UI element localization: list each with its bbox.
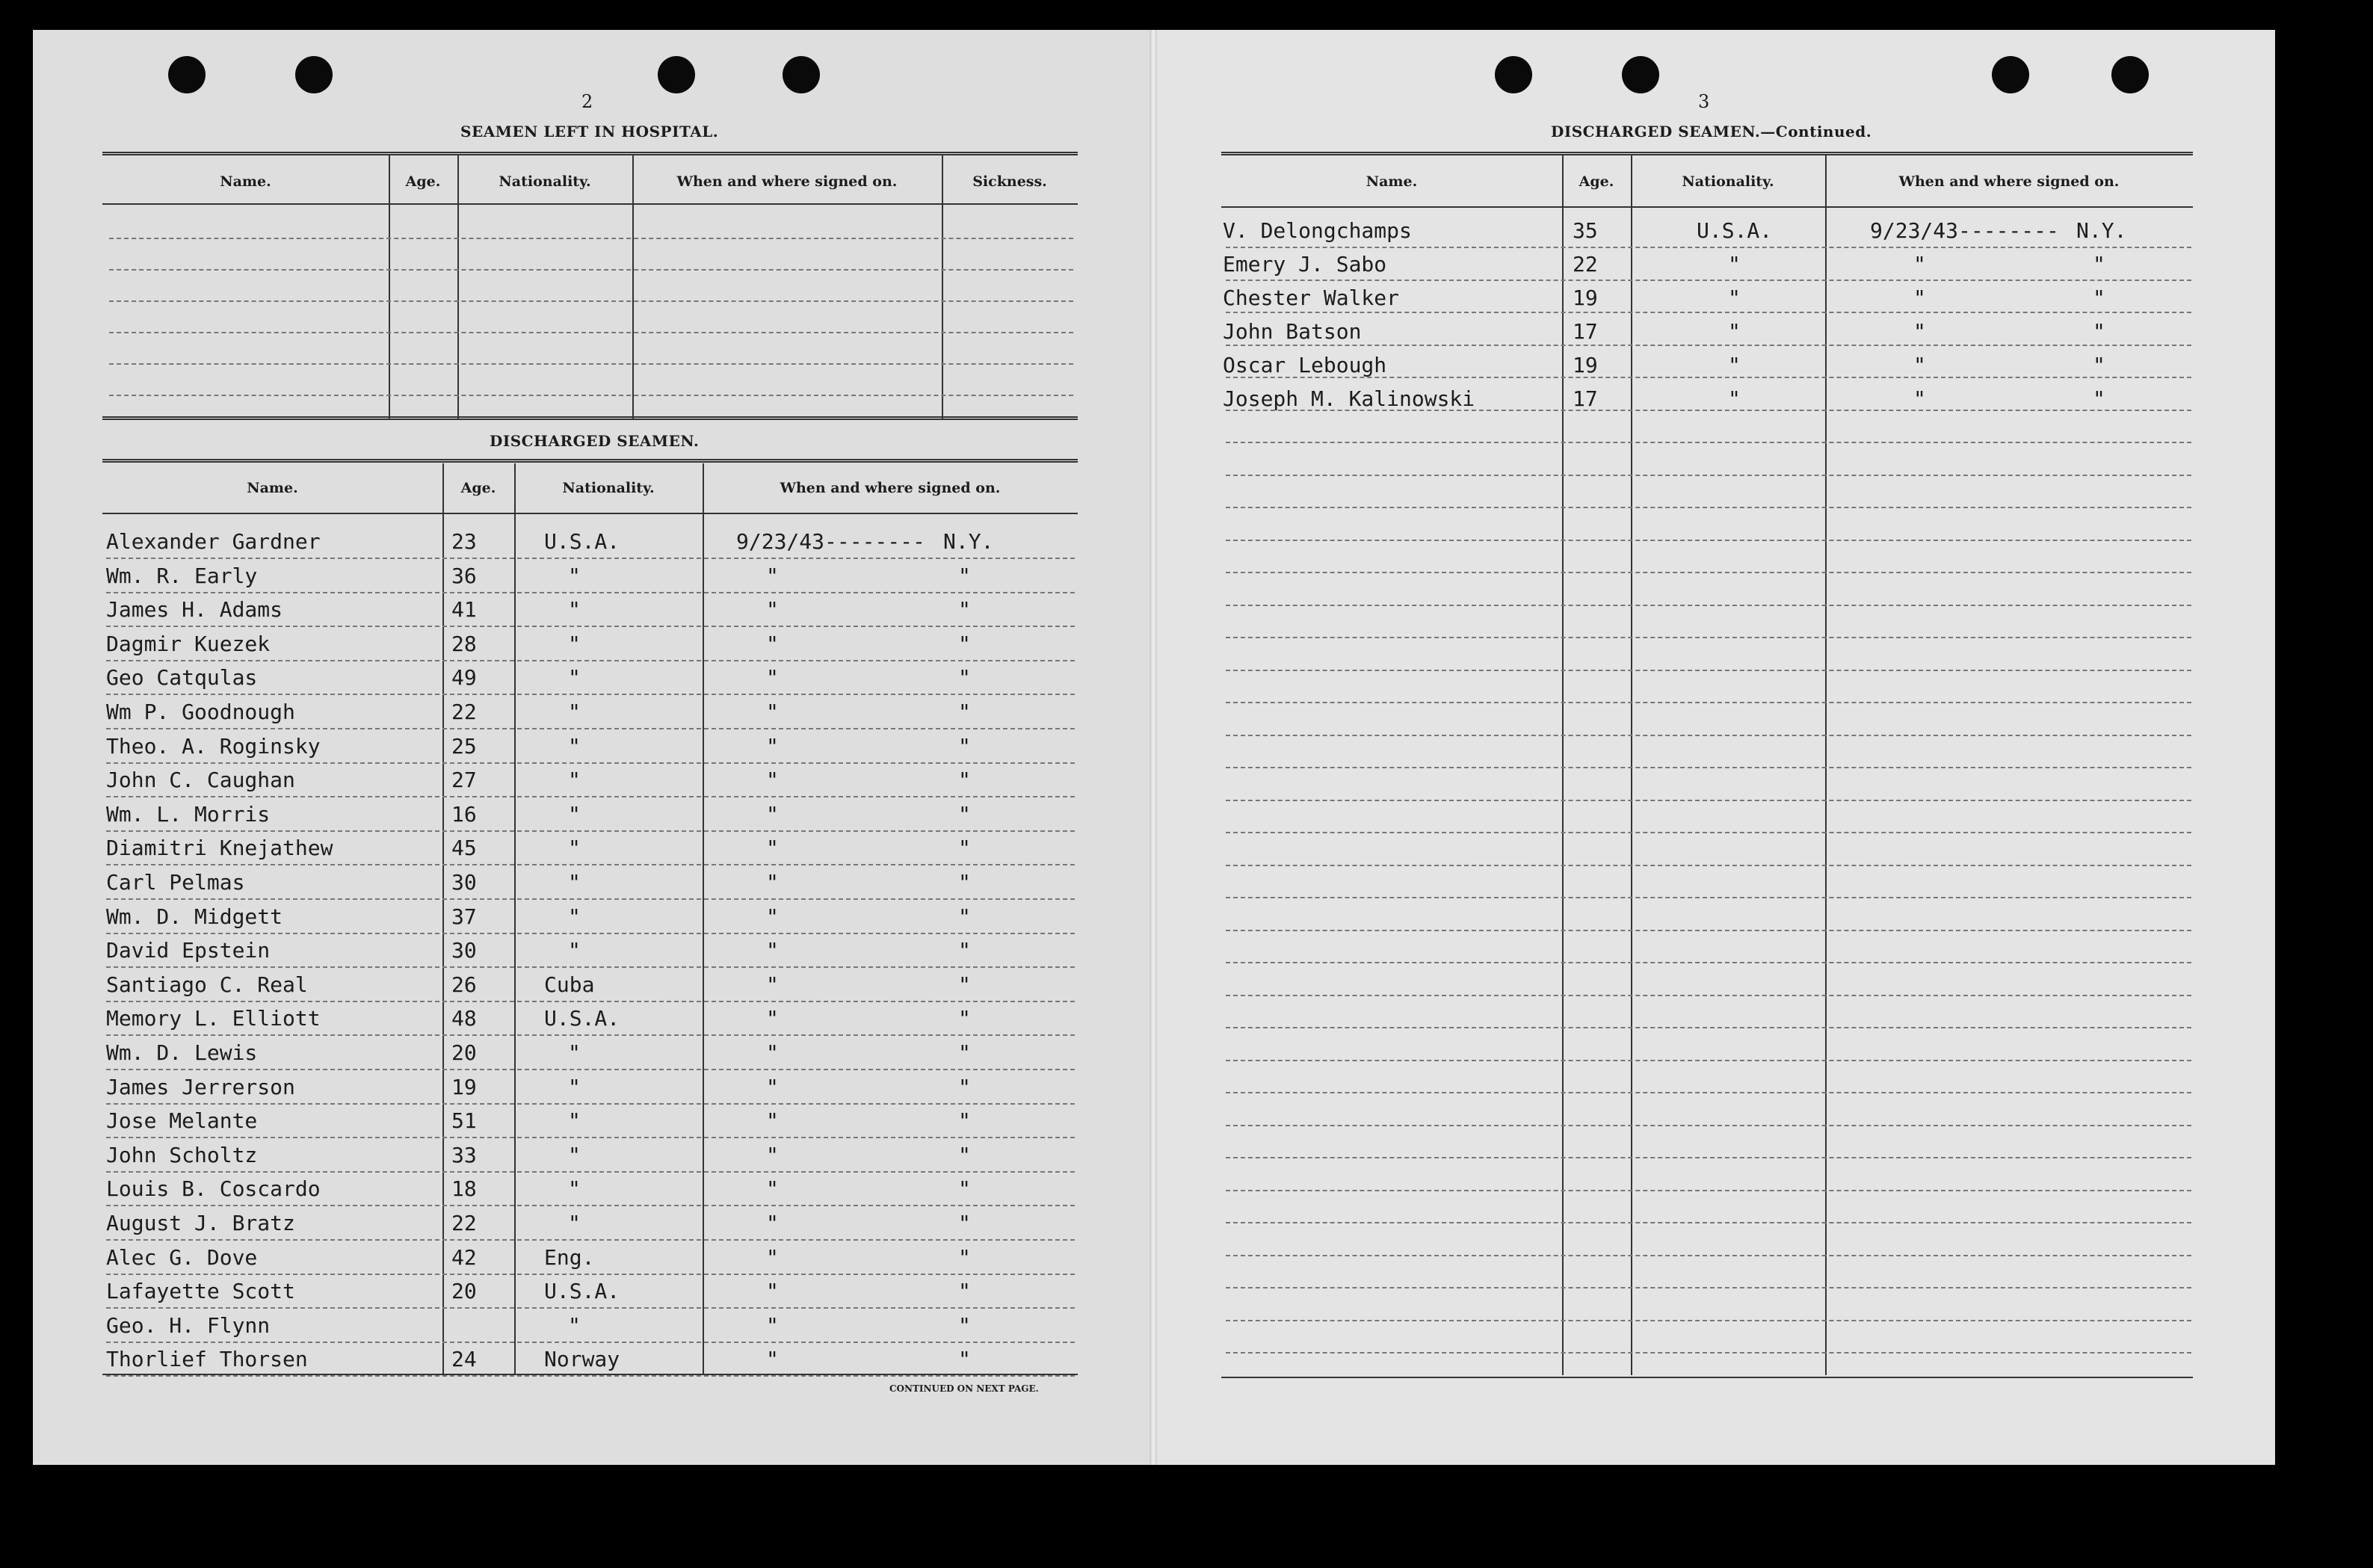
seaman-signed-date: " [766,1006,779,1031]
seaman-signed-date: " [766,1244,779,1270]
discharged-row-rule [106,830,1075,832]
seaman-age: 51 [451,1108,477,1134]
seaman-age: 17 [1573,319,1598,344]
punch-hole [2111,56,2149,93]
discharged-row-rule [106,694,1075,695]
discharged-row-rule [106,1375,1075,1377]
punch-hole [1992,56,2029,93]
seaman-signed-place: " [958,700,971,724]
discharged-row-rule [106,728,1075,729]
seaman-name: Wm. R. Early [106,563,258,588]
seaman-signed-date: " [766,1040,779,1065]
hospital-header-cell: Sickness. [972,173,1047,190]
hospital-header-cell: Nationality. [499,173,591,190]
hospital-blank-row [109,269,1073,271]
seaman-age: 42 [451,1244,477,1270]
seaman-nationality: " [1728,319,1741,344]
page-fold [1150,30,1157,1465]
right-row-rule [1226,540,2191,541]
seaman-nationality: Cuba [544,972,595,997]
seaman-signed-date: 9/23/43-------- [1870,218,2059,243]
seaman-age: 26 [451,972,477,997]
seaman-signed-date: " [1913,386,1926,411]
seaman-signed-place: " [958,1279,971,1304]
discharged-row-rule [106,626,1075,627]
punch-hole [783,56,820,93]
punch-hole [295,56,333,93]
continued-note: CONTINUED ON NEXT PAGE. [889,1383,1039,1394]
seaman-age: 18 [451,1176,477,1202]
right-header-cell: When and where signed on. [1898,173,2120,190]
hospital-blank-row [109,395,1073,396]
seaman-nationality: U.S.A. [544,529,620,554]
seaman-age: 41 [451,597,477,623]
seaman-nationality: " [568,938,581,963]
right-row-rule [1226,1352,2191,1354]
seaman-name: Jose Melante [106,1108,258,1134]
right-row-rule [1226,507,2191,508]
seaman-signed-date: " [766,836,779,861]
seaman-signed-place: " [958,870,971,895]
seaman-name: John Batson [1223,319,1362,344]
seaman-name: Emery J. Sabo [1223,252,1387,277]
seaman-nationality: " [1728,285,1741,310]
right-row-rule [1226,442,2191,443]
seaman-signed-place: " [958,768,971,793]
seaman-nationality: " [568,870,581,895]
right-row-rule [1226,1320,2191,1321]
seaman-name: Alexander Gardner [106,529,321,554]
discharged-header-cell: When and where signed on. [780,480,1001,496]
seaman-name: Wm. L. Morris [106,801,271,827]
discharged-row-rule [106,1239,1075,1241]
seaman-signed-date: " [766,1142,779,1167]
discharged-bottom-rule [102,1374,1078,1375]
seaman-name: James Jerrerson [106,1074,295,1099]
seaman-signed-date: " [766,733,779,759]
discharged-header-cell: Name. [247,480,298,496]
seaman-age: 24 [451,1347,477,1372]
seaman-signed-place: " [958,1006,971,1031]
seaman-age: 19 [451,1074,477,1099]
right-row-rule [1226,247,2191,248]
seaman-name: Alec G. Dove [106,1244,258,1270]
seaman-signed-place: " [958,972,971,997]
hospital-header-cell: Age. [405,173,441,190]
seaman-signed-date: " [766,700,779,724]
seaman-signed-date: " [766,801,779,827]
discharged-row-rule [106,1274,1075,1275]
seaman-signed-place: " [958,1176,971,1202]
discharged-row-rule [106,1069,1075,1070]
seaman-signed-place: " [958,563,971,588]
right-row-rule [1226,735,2191,736]
seaman-age: 22 [451,1211,477,1235]
seaman-nationality: " [568,597,581,623]
right-column-divider [1825,155,1827,1375]
seaman-nationality: Eng. [544,1244,595,1270]
right-header-rule [1221,206,2193,208]
right-row-rule [1226,1125,2191,1126]
seaman-signed-date: " [766,597,779,623]
seaman-signed-date: " [766,631,779,656]
seaman-age: 19 [1573,353,1598,377]
seaman-nationality: " [568,1142,581,1167]
seaman-signed-date: " [766,665,779,691]
hospital-header-cell: When and where signed on. [676,173,898,190]
seaman-signed-place: " [2093,285,2105,310]
right-page-number: 3 [1698,91,1710,112]
seaman-signed-date: " [766,768,779,793]
seaman-name: Louis B. Coscardo [106,1176,321,1202]
seaman-signed-date: " [766,1176,779,1202]
seaman-name: John Scholtz [106,1142,258,1167]
right-section-title: DISCHARGED SEAMEN.—Continued. [1551,123,1872,141]
seaman-signed-place: N.Y. [943,529,994,554]
seaman-signed-date: " [766,904,779,929]
seaman-signed-place: N.Y. [2076,218,2127,243]
discharged-row-rule [106,1342,1075,1343]
seaman-name: Theo. A. Roginsky [106,733,321,759]
seaman-nationality: " [1728,353,1741,377]
punch-hole [658,56,695,93]
discharged-row-rule [106,558,1075,559]
hospital-column-divider [457,155,459,419]
seaman-name: V. Delongchamps [1223,218,1412,243]
seaman-name: Santiago C. Real [106,972,308,997]
seaman-age: 19 [1573,285,1598,310]
seaman-name: Wm. D. Midgett [106,904,283,929]
seaman-signed-place: " [2093,252,2105,277]
seaman-signed-place: " [958,1142,971,1167]
seaman-nationality: " [568,1108,581,1134]
hospital-blank-row [109,238,1073,239]
punch-hole [1622,56,1659,93]
right-row-rule [1226,637,2191,638]
seaman-name: August J. Bratz [106,1211,295,1235]
discharged-row-rule [106,1171,1075,1173]
seaman-signed-place: " [958,665,971,691]
hospital-header-cell: Name. [220,173,271,190]
seaman-age: 48 [451,1006,477,1031]
punch-hole [168,56,206,93]
seaman-signed-place: " [958,733,971,759]
seaman-age: 25 [451,733,477,759]
right-row-rule [1226,1255,2191,1256]
discharged-row-rule [106,933,1075,934]
right-top-rule [1221,152,2193,155]
seaman-nationality: " [568,631,581,656]
seaman-age: 28 [451,631,477,656]
seaman-name: Lafayette Scott [106,1279,295,1304]
right-row-rule [1226,605,2191,606]
seaman-signed-place: " [958,1108,971,1134]
seaman-name: Carl Pelmas [106,870,245,895]
seaman-age: 45 [451,836,477,861]
discharged-row-rule [106,660,1075,661]
right-page [1154,30,2275,1465]
hospital-blank-row [109,332,1073,333]
seaman-nationality: Norway [544,1347,620,1372]
discharged-column-divider [442,463,444,1374]
discharged-row-rule [106,1307,1075,1309]
discharged-row-rule [106,966,1075,968]
seaman-nationality: " [568,801,581,827]
right-row-rule [1226,897,2191,898]
right-row-rule [1226,572,2191,573]
right-row-rule [1226,345,2191,346]
right-row-rule [1226,312,2191,313]
seaman-age: 27 [451,768,477,793]
seaman-name: Memory L. Elliott [106,1006,321,1031]
hospital-blank-row [109,300,1073,302]
seaman-age: 33 [451,1142,477,1167]
seaman-signed-place: " [2093,386,2105,411]
seaman-nationality: " [1728,252,1741,277]
seaman-nationality: " [568,1040,581,1065]
right-row-rule [1226,1222,2191,1223]
right-row-rule [1226,1060,2191,1061]
seaman-nationality: " [1728,386,1741,411]
seaman-signed-date: " [766,1074,779,1099]
seaman-nationality: " [568,1176,581,1202]
seaman-signed-date: " [766,870,779,895]
discharged-column-divider [514,463,516,1374]
seaman-nationality: " [568,665,581,691]
right-row-rule [1226,995,2191,996]
seaman-signed-place: " [958,938,971,963]
seaman-signed-date: 9/23/43-------- [736,529,925,554]
right-row-rule [1226,1287,2191,1288]
seaman-signed-date: " [766,972,779,997]
seaman-name: Joseph M. Kalinowski [1223,386,1475,411]
seaman-age: 37 [451,904,477,929]
seaman-name: Diamitri Knejathew [106,836,333,861]
discharged-row-rule [106,898,1075,900]
hospital-column-divider [942,155,943,419]
seaman-signed-date: " [1913,353,1926,377]
discharged-row-rule [106,1137,1075,1138]
seaman-signed-date: " [766,938,779,963]
right-row-rule [1226,1190,2191,1191]
seaman-signed-date: " [766,1312,779,1338]
seaman-signed-place: " [958,1074,971,1099]
seaman-name: Dagmir Kuezek [106,631,271,656]
right-row-rule [1226,962,2191,963]
seaman-name: David Epstein [106,938,271,963]
discharged-row-rule [106,1001,1075,1002]
seaman-age: 30 [451,870,477,895]
seaman-name: James H. Adams [106,597,283,623]
seaman-nationality: U.S.A. [544,1006,620,1031]
seaman-age: 20 [451,1279,477,1304]
hospital-header-rule [102,203,1078,205]
seaman-nationality: " [568,836,581,861]
hospital-column-divider [389,155,390,419]
right-column-divider [1631,155,1632,1375]
seaman-signed-date: " [766,1211,779,1235]
hospital-blank-row [109,363,1073,365]
hospital-column-divider [632,155,634,419]
right-row-rule [1226,865,2191,866]
right-header-cell: Age. [1579,173,1614,190]
discharged-header-cell: Age. [460,480,496,496]
right-row-rule [1226,670,2191,671]
seaman-nationality: " [568,1312,581,1338]
discharged-row-rule [106,1034,1075,1036]
right-bottom-rule [1221,1377,2193,1378]
seaman-signed-place: " [958,1040,971,1065]
seaman-signed-place: " [2093,319,2105,344]
seaman-age: 35 [1573,218,1598,243]
right-row-rule [1226,800,2191,801]
seaman-signed-place: " [958,1312,971,1338]
seaman-age: 22 [1573,252,1598,277]
right-row-rule [1226,475,2191,476]
seaman-age: 49 [451,665,477,691]
discharged-top-rule [102,459,1078,463]
seaman-age: 36 [451,563,477,588]
discharged-row-rule [106,762,1075,764]
seaman-age: 17 [1573,386,1598,411]
punch-hole [1495,56,1532,93]
seaman-signed-place: " [958,597,971,623]
seaman-signed-place: " [958,631,971,656]
seaman-nationality: " [568,1211,581,1235]
discharged-row-rule [106,796,1075,797]
seaman-nationality: " [568,904,581,929]
seaman-name: Oscar Lebough [1223,353,1387,377]
hospital-section-title: SEAMEN LEFT IN HOSPITAL. [460,123,719,141]
seaman-nationality: " [568,563,581,588]
discharged-column-divider [703,463,704,1374]
right-column-divider [1562,155,1564,1375]
seaman-signed-place: " [2093,353,2105,377]
left-page-number: 2 [581,91,593,112]
seaman-signed-place: " [958,904,971,929]
seaman-name: Geo Catqulas [106,665,258,691]
seaman-age: 23 [451,529,477,554]
discharged-header-cell: Nationality. [562,480,655,496]
seaman-nationality: " [568,700,581,724]
seaman-signed-date: " [766,563,779,588]
discharged-header-rule [102,513,1078,514]
seaman-age: 30 [451,938,477,963]
seaman-signed-date: " [1913,319,1926,344]
right-header-cell: Name. [1366,173,1418,190]
seaman-age: 22 [451,700,477,724]
seaman-name: Geo. H. Flynn [106,1312,271,1338]
seaman-name: Thorlief Thorsen [106,1347,308,1372]
seaman-signed-date: " [766,1347,779,1372]
right-row-rule [1226,1157,2191,1158]
seaman-age: 16 [451,801,477,827]
seaman-nationality: " [568,733,581,759]
discharged-row-rule [106,1103,1075,1105]
discharged-row-rule [106,864,1075,865]
seaman-signed-place: " [958,801,971,827]
right-row-rule [1226,410,2191,411]
seaman-nationality: U.S.A. [544,1279,620,1304]
right-row-rule [1226,280,2191,281]
right-row-rule [1226,702,2191,703]
seaman-age: 20 [451,1040,477,1065]
right-row-rule [1226,377,2191,378]
seaman-name: Wm P. Goodnough [106,700,295,724]
hospital-bottom-rule [102,416,1078,420]
seaman-signed-date: " [1913,252,1926,277]
right-row-rule [1226,832,2191,833]
discharged-row-rule [106,592,1075,593]
seaman-signed-place: " [958,1347,971,1372]
seaman-nationality: U.S.A. [1697,218,1773,243]
seaman-signed-place: " [958,836,971,861]
right-header-cell: Nationality. [1682,173,1774,190]
right-row-rule [1226,930,2191,931]
seaman-nationality: " [568,1074,581,1099]
seaman-signed-place: " [958,1211,971,1235]
right-row-rule [1226,1092,2191,1093]
seaman-signed-date: " [766,1279,779,1304]
right-row-rule [1226,1027,2191,1028]
seaman-signed-place: " [958,1244,971,1270]
discharged-row-rule [106,1205,1075,1206]
discharged-section-title: DISCHARGED SEAMEN. [490,432,700,450]
right-row-rule [1226,767,2191,768]
seaman-name: John C. Caughan [106,768,295,793]
seaman-nationality: " [568,768,581,793]
seaman-signed-date: " [766,1108,779,1134]
seaman-name: Chester Walker [1223,285,1400,310]
seaman-signed-date: " [1913,285,1926,310]
hospital-top-rule [102,152,1078,155]
seaman-name: Wm. D. Lewis [106,1040,258,1065]
